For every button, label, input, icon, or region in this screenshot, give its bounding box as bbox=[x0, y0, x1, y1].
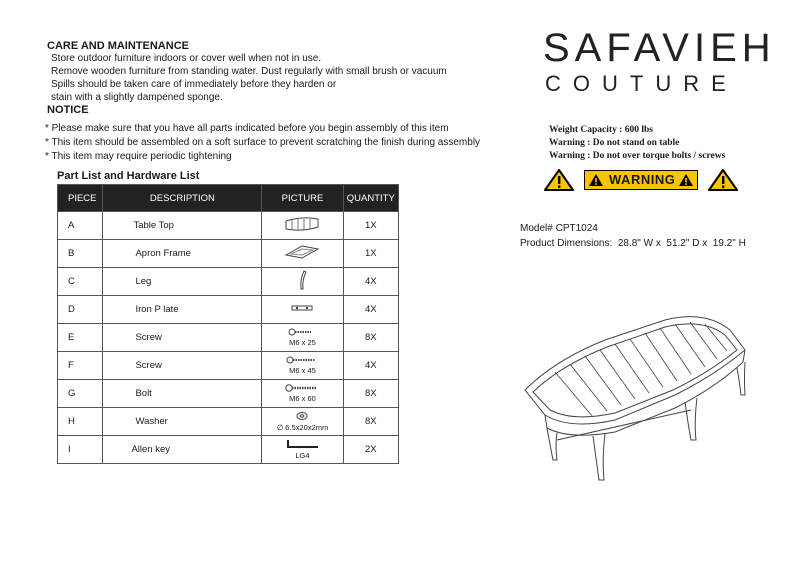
table-top-icon bbox=[282, 215, 322, 233]
care-text bbox=[51, 52, 447, 104]
piece-picture bbox=[262, 380, 343, 408]
parts-table bbox=[57, 184, 399, 464]
piece-picture bbox=[262, 296, 343, 324]
dim-height-unit: H bbox=[738, 238, 746, 249]
screw-icon bbox=[285, 356, 319, 364]
piece-description: Bolt bbox=[103, 380, 262, 408]
care-line: Spills should be taken care of immediately before they harden or bbox=[51, 79, 337, 90]
model-number: CPT1024 bbox=[555, 223, 598, 234]
notice-line: * This item should be assembled on a soft surface to prevent scratching the finish during assembly bbox=[45, 137, 481, 148]
table-row bbox=[58, 436, 399, 464]
table-row bbox=[58, 268, 399, 296]
piece-description: Apron Frame bbox=[103, 240, 262, 268]
piece-picture bbox=[262, 324, 343, 352]
piece-quantity: 8X bbox=[343, 408, 398, 436]
header-quantity: QUANTITY bbox=[343, 185, 398, 212]
hardware-size: ∅ 6.5x20x2mm bbox=[276, 423, 329, 432]
piece-description: Leg bbox=[103, 268, 262, 296]
table-row bbox=[58, 296, 399, 324]
piece-quantity: 4X bbox=[343, 268, 398, 296]
hardware-size: LG4 bbox=[295, 451, 310, 460]
header-description: DESCRIPTION bbox=[103, 185, 262, 212]
piece-quantity: 4X bbox=[343, 296, 398, 324]
piece-description: Iron P late bbox=[103, 296, 262, 324]
washer-icon bbox=[295, 411, 309, 421]
dim-depth: 51.2" bbox=[666, 238, 690, 249]
apron-frame-icon bbox=[282, 243, 322, 261]
warning-label bbox=[584, 170, 698, 190]
piece-letter: H bbox=[58, 408, 103, 436]
piece-quantity: 2X bbox=[343, 436, 398, 464]
table-row bbox=[58, 408, 399, 436]
dim-width: 28.8" bbox=[617, 238, 641, 249]
piece-description: Washer bbox=[103, 408, 262, 436]
table-row bbox=[58, 240, 399, 268]
piece-quantity: 8X bbox=[343, 380, 398, 408]
dim-height: 19.2" bbox=[712, 238, 736, 249]
screw-icon bbox=[287, 328, 317, 336]
model-line bbox=[520, 223, 598, 234]
warning-triangle-icon bbox=[678, 173, 694, 187]
allen-key-icon bbox=[282, 439, 322, 449]
piece-picture bbox=[262, 408, 343, 436]
weight-capacity: Weight Capacity : 600 lbs bbox=[549, 125, 653, 135]
notice-heading: NOTICE bbox=[47, 104, 89, 116]
care-heading: CARE AND MAINTENANCE bbox=[47, 40, 189, 52]
piece-letter: C bbox=[58, 268, 103, 296]
bolt-icon bbox=[284, 384, 320, 392]
brand-subtitle: COUTURE bbox=[545, 71, 738, 96]
piece-letter: A bbox=[58, 212, 103, 240]
piece-quantity: 1X bbox=[343, 212, 398, 240]
piece-quantity: 4X bbox=[343, 352, 398, 380]
table-row bbox=[58, 324, 399, 352]
warning-stand: Warning : Do not stand on table bbox=[549, 138, 680, 148]
model-label: Model# bbox=[520, 223, 553, 234]
brand-logo: SAFAVIEH bbox=[543, 26, 776, 70]
piece-letter: I bbox=[58, 436, 103, 464]
notice-line: * Please make sure that you have all parts indicated before you begin assembly of this item bbox=[45, 123, 449, 134]
hardware-size: M6 x 45 bbox=[289, 366, 316, 375]
warning-label-text: WARNING bbox=[609, 172, 676, 187]
parts-title: Part List and Hardware List bbox=[57, 170, 200, 182]
dimensions-line bbox=[520, 238, 746, 249]
warning-triangle-icon bbox=[588, 173, 604, 187]
piece-quantity: 8X bbox=[343, 324, 398, 352]
care-line: stain with a slightly dampened sponge. bbox=[51, 92, 223, 103]
piece-letter: G bbox=[58, 380, 103, 408]
warning-torque: Warning : Do not over torque bolts / screws bbox=[549, 151, 726, 161]
piece-description: Screw bbox=[103, 324, 262, 352]
dim-depth-unit: D x bbox=[692, 238, 708, 249]
piece-quantity: 1X bbox=[343, 240, 398, 268]
care-line: Remove wooden furniture from standing water. Dust regularly with small brush or vacuum bbox=[51, 66, 447, 77]
piece-letter: F bbox=[58, 352, 103, 380]
leg-icon bbox=[292, 269, 312, 291]
notice-line: * This item may require periodic tightening bbox=[45, 151, 232, 162]
table-row bbox=[58, 212, 399, 240]
table-illustration bbox=[515, 300, 755, 490]
notice-text bbox=[45, 122, 480, 164]
iron-plate-icon bbox=[287, 302, 317, 314]
piece-picture bbox=[262, 212, 343, 240]
table-row bbox=[58, 380, 399, 408]
header-picture: PICTURE bbox=[262, 185, 343, 212]
care-line: Store outdoor furniture indoors or cover well when not in use. bbox=[51, 53, 322, 64]
piece-description: Allen key bbox=[103, 436, 262, 464]
piece-letter: B bbox=[58, 240, 103, 268]
piece-picture bbox=[262, 352, 343, 380]
hardware-size: M6 x 25 bbox=[289, 338, 316, 347]
table-row bbox=[58, 352, 399, 380]
piece-letter: E bbox=[58, 324, 103, 352]
piece-picture bbox=[262, 436, 343, 464]
hardware-size: M6 x 60 bbox=[289, 394, 316, 403]
piece-description: Table Top bbox=[103, 212, 262, 240]
warning-text bbox=[549, 124, 725, 163]
piece-description: Screw bbox=[103, 352, 262, 380]
warning-triangle-icon bbox=[707, 168, 739, 192]
dim-width-unit: W x bbox=[643, 238, 661, 249]
header-piece: PIECE bbox=[58, 185, 103, 212]
parts-header-row bbox=[58, 185, 399, 212]
piece-picture bbox=[262, 240, 343, 268]
dimensions-label: Product Dimensions: bbox=[520, 238, 613, 249]
piece-letter: D bbox=[58, 296, 103, 324]
piece-picture bbox=[262, 268, 343, 296]
warning-triangle-icon bbox=[543, 168, 575, 192]
